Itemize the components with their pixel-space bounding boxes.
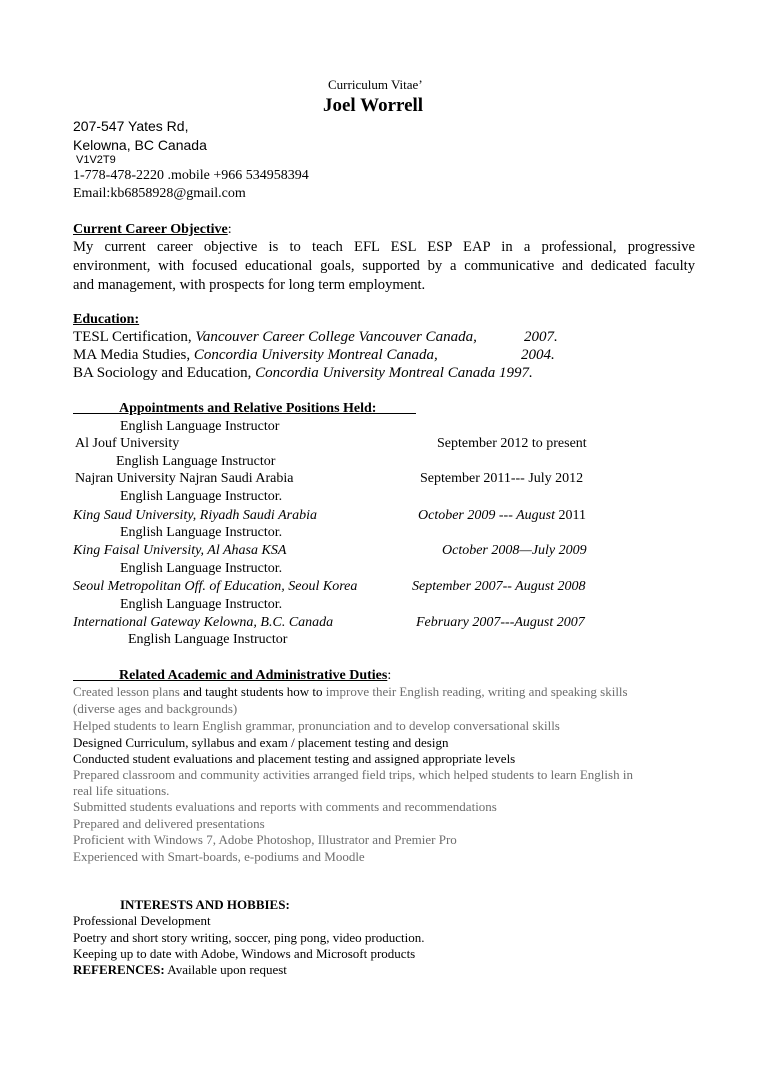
duties-heading: Related Academic and Administrative Duties [119,668,388,683]
appointment-org-3: King Saud University, Riyadh Saudi Arabia [73,508,317,523]
duty-line-1: Created lesson plans and taught students how to improve their English reading, writing and speaking skills [73,684,628,699]
objective-line-3: and management, with prospects for long term employment. [73,277,426,293]
duty-line: real life situations. [73,783,170,798]
duty-line: (diverse ages and backgrounds) [73,701,238,716]
dates-plain: 2011 [558,508,586,523]
references-line [73,962,287,978]
duty-line: Experienced with Smart-boards, e-podiums and Moodle [73,849,365,864]
references-label: REFERENCES: [73,962,165,977]
duty-line: Prepared classroom and community activities arranged field trips, which helped students to learn English in [73,767,633,782]
education-school: Vancouver Career College Vancouver Canada, [195,329,477,345]
interest-line: Poetry and short story writing, soccer, ping pong, video production. [73,930,425,945]
position-title: English Language Instructor. [120,525,283,540]
appointment-org-2: Najran University Najran Saudi Arabia [75,471,294,486]
duty-line: Proficient with Windows 7, Adobe Photoshop, Illustrator and Premier Pro [73,832,457,847]
duty-line: Submitted students evaluations and reports with comments and recommendations [73,799,497,814]
education-school: Concordia University Montreal Canada [255,365,496,381]
references-value: Available upon request [167,962,287,977]
heading-underline-trail [376,413,416,414]
postal-code: V1V2T9 [76,154,116,166]
position-title: English Language Instructor. [120,561,283,576]
duty-line: Designed Curriculum, syllabus and exam / placement testing and design [73,735,449,750]
education-heading: Education: [73,312,140,327]
education-degree-3 [73,365,533,382]
education-year-3: 1997. [498,365,533,381]
appointment-dates-5: September 2007-- August 2008 [412,579,586,594]
duties-colon: : [387,668,392,683]
appointment-dates-1: September 2012 to present [437,436,587,451]
address-line-1: 207-547 Yates Rd, [73,118,189,134]
interest-line: Keeping up to date with Adobe, Windows and Microsoft products [73,946,416,961]
objective-heading-row [73,222,232,238]
education-degree-name: BA Sociology and Education, [73,365,252,381]
cv-title: Curriculum Vitae’ [328,77,423,92]
education-year-1: 2007. [524,329,558,345]
appointment-dates-3 [418,508,586,524]
heading-underline-lead [73,413,119,414]
appointment-org-6: International Gateway Kelowna, B.C. Canada [73,615,334,630]
objective-line-2: environment, with focused educational goals, supported by a communicative and dedicated faculty [73,258,695,274]
objective-heading: Current Career Objective [73,222,228,237]
position-title: English Language Instructor. [120,489,283,504]
heading-underline-lead [73,680,119,681]
education-degree-name: TESL Certification, [73,329,192,345]
appointments-heading-row [73,401,416,417]
education-degree-2 [73,347,438,364]
education-degree-name: MA Media Studies, [73,347,191,363]
education-school: Concordia University Montreal Canada, [193,347,438,363]
person-name: Joel Worrell [323,95,424,116]
appointment-dates-2: September 2011--- July 2012 [420,471,584,486]
appointment-dates-4: October 2008—July 2009 [442,543,587,558]
duties-heading-row [73,668,391,684]
position-title: English Language Instructor. [120,597,283,612]
interests-heading: INTERESTS AND HOBBIES: [120,897,290,912]
duty-line: Helped students to learn English grammar, pronunciation and to develop conversational skills [73,718,560,733]
position-title: English Language Instructor [120,419,280,434]
appointments-heading: Appointments and Relative Positions Held: [119,401,377,416]
education-degree-1 [73,329,477,346]
duty-line: Conducted student evaluations and placement testing and assigned appropriate levels [73,751,516,766]
appointment-org-5: Seoul Metropolitan Off. of Education, Seoul Korea [73,579,358,594]
objective-line-1: My current career objective is to teach EFL ESL ESP EAP in a professional, progressive [73,239,695,255]
appointment-org-1: Al Jouf University [75,436,180,451]
appointment-org-4: King Faisal University, Al Ahasa KSA [73,543,287,558]
objective-colon: : [227,222,232,237]
appointment-dates-6: February 2007---August 2007 [416,615,585,630]
duty-line: Prepared and delivered presentations [73,816,265,831]
position-title: English Language Instructor [128,632,288,647]
address-line-2: Kelowna, BC Canada [73,137,207,153]
position-title: English Language Instructor [116,454,276,469]
phone-numbers: 1-778-478-2220 .mobile +966 534958394 [73,168,309,183]
email-address: Email:kb6858928@gmail.com [73,186,246,201]
education-year-2: 2004. [521,347,555,363]
interest-line: Professional Development [73,913,211,928]
dates-italic: October 2009 --- August [418,508,555,523]
